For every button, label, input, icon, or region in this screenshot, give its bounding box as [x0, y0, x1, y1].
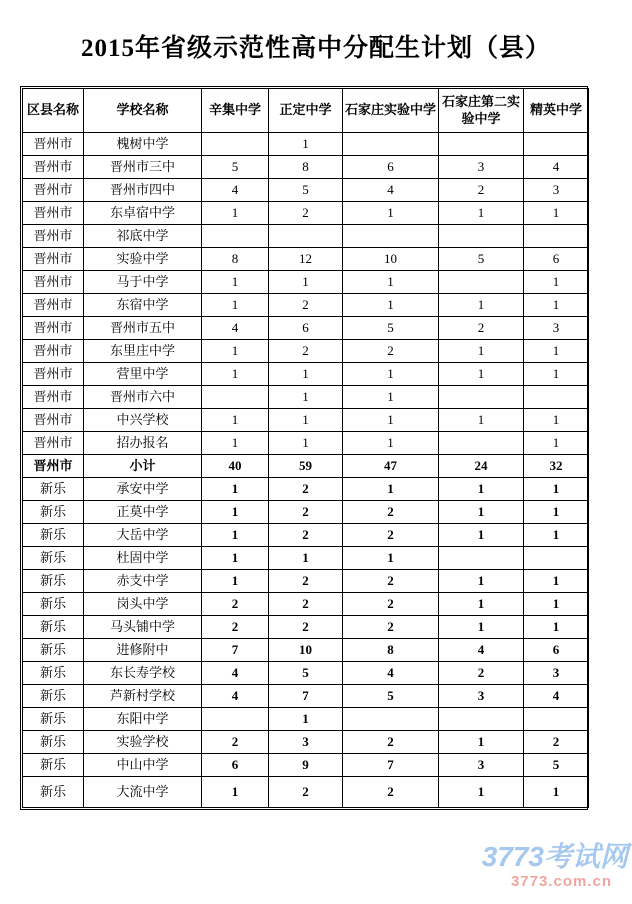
value-cell: 1	[269, 363, 343, 386]
district-cell: 晋州市	[23, 363, 84, 386]
value-cell: 1	[439, 363, 524, 386]
table-row	[23, 202, 589, 225]
school-cell: 东阳中学	[84, 708, 202, 731]
value-cell: 2	[343, 501, 439, 524]
col-header-school: 学校名称	[84, 89, 202, 133]
value-cell: 4	[202, 685, 269, 708]
table-row	[23, 363, 589, 386]
district-cell: 新乐	[23, 708, 84, 731]
value-cell: 7	[202, 639, 269, 662]
value-cell: 4	[202, 662, 269, 685]
district-cell: 晋州市	[23, 409, 84, 432]
table-row	[23, 455, 589, 478]
value-cell: 1	[439, 294, 524, 317]
school-cell: 槐树中学	[84, 133, 202, 156]
value-cell: 6	[524, 639, 589, 662]
value-cell: 8	[343, 639, 439, 662]
value-cell: 1	[524, 501, 589, 524]
col-header-sjz-shiyan: 石家庄实验中学	[343, 89, 439, 133]
table-row	[23, 593, 589, 616]
value-cell: 2	[269, 478, 343, 501]
value-cell: 1	[439, 202, 524, 225]
value-cell: 3	[439, 685, 524, 708]
value-cell: 5	[269, 179, 343, 202]
table-row	[23, 501, 589, 524]
value-cell: 3	[439, 754, 524, 777]
value-cell: 1	[343, 547, 439, 570]
district-cell: 晋州市	[23, 202, 84, 225]
value-cell	[439, 225, 524, 248]
school-cell: 中兴学校	[84, 409, 202, 432]
value-cell: 59	[269, 455, 343, 478]
value-cell	[524, 386, 589, 409]
value-cell: 5	[524, 754, 589, 777]
district-cell: 晋州市	[23, 156, 84, 179]
school-cell: 赤支中学	[84, 570, 202, 593]
value-cell: 5	[439, 248, 524, 271]
value-cell	[439, 386, 524, 409]
school-cell: 大流中学	[84, 777, 202, 808]
value-cell: 1	[524, 294, 589, 317]
value-cell: 4	[343, 662, 439, 685]
value-cell: 4	[524, 685, 589, 708]
value-cell: 2	[269, 616, 343, 639]
value-cell: 2	[269, 340, 343, 363]
value-cell: 2	[439, 317, 524, 340]
value-cell: 1	[439, 478, 524, 501]
col-header-district: 区县名称	[23, 89, 84, 133]
value-cell	[524, 225, 589, 248]
value-cell: 2	[269, 294, 343, 317]
district-cell: 新乐	[23, 478, 84, 501]
value-cell: 3	[269, 731, 343, 754]
value-cell: 4	[524, 156, 589, 179]
table-row	[23, 179, 589, 202]
value-cell: 3	[439, 156, 524, 179]
table-row	[23, 524, 589, 547]
value-cell: 1	[202, 777, 269, 808]
table-header-row	[23, 89, 589, 133]
value-cell: 1	[343, 432, 439, 455]
value-cell: 3	[524, 317, 589, 340]
value-cell: 1	[343, 294, 439, 317]
value-cell: 40	[202, 455, 269, 478]
col-header-xinji: 辛集中学	[202, 89, 269, 133]
allocation-table-grid	[22, 88, 589, 808]
value-cell: 1	[524, 271, 589, 294]
school-cell: 晋州市五中	[84, 317, 202, 340]
value-cell: 5	[269, 662, 343, 685]
value-cell: 1	[202, 271, 269, 294]
district-cell: 新乐	[23, 685, 84, 708]
value-cell: 7	[269, 685, 343, 708]
value-cell: 1	[202, 547, 269, 570]
value-cell	[439, 133, 524, 156]
district-cell: 晋州市	[23, 133, 84, 156]
school-cell: 正莫中学	[84, 501, 202, 524]
table-row	[23, 639, 589, 662]
watermark-site-name: 3773考试网	[481, 841, 628, 872]
district-cell: 晋州市	[23, 248, 84, 271]
table-row	[23, 754, 589, 777]
school-cell: 进修附中	[84, 639, 202, 662]
value-cell: 4	[343, 179, 439, 202]
value-cell: 7	[343, 754, 439, 777]
value-cell	[202, 225, 269, 248]
district-cell: 晋州市	[23, 386, 84, 409]
district-cell: 新乐	[23, 777, 84, 808]
value-cell: 2	[439, 179, 524, 202]
district-cell: 新乐	[23, 547, 84, 570]
table-row	[23, 317, 589, 340]
value-cell: 8	[202, 248, 269, 271]
value-cell: 1	[439, 593, 524, 616]
school-cell: 晋州市六中	[84, 386, 202, 409]
value-cell: 2	[439, 662, 524, 685]
value-cell: 2	[269, 777, 343, 808]
value-cell: 8	[269, 156, 343, 179]
school-cell: 营里中学	[84, 363, 202, 386]
value-cell: 1	[524, 524, 589, 547]
value-cell: 1	[202, 501, 269, 524]
value-cell: 2	[524, 731, 589, 754]
value-cell: 1	[269, 708, 343, 731]
value-cell: 1	[524, 570, 589, 593]
district-cell: 新乐	[23, 731, 84, 754]
value-cell	[439, 432, 524, 455]
table-row	[23, 570, 589, 593]
district-cell: 晋州市	[23, 340, 84, 363]
school-cell: 小计	[84, 455, 202, 478]
value-cell: 1	[269, 432, 343, 455]
value-cell: 2	[269, 202, 343, 225]
school-cell: 实验学校	[84, 731, 202, 754]
value-cell: 1	[269, 547, 343, 570]
value-cell: 1	[343, 386, 439, 409]
value-cell	[524, 133, 589, 156]
value-cell: 2	[343, 524, 439, 547]
value-cell: 2	[202, 593, 269, 616]
value-cell: 1	[202, 570, 269, 593]
value-cell: 1	[202, 363, 269, 386]
district-cell: 新乐	[23, 754, 84, 777]
school-cell: 中山中学	[84, 754, 202, 777]
district-cell: 新乐	[23, 616, 84, 639]
value-cell: 1	[202, 409, 269, 432]
watermark-site-url: 3773.com.cn	[510, 873, 612, 890]
value-cell: 1	[343, 271, 439, 294]
value-cell: 5	[202, 156, 269, 179]
watermark	[328, 843, 628, 889]
value-cell: 3	[524, 179, 589, 202]
value-cell: 1	[269, 271, 343, 294]
value-cell: 2	[202, 731, 269, 754]
value-cell: 1	[439, 570, 524, 593]
district-cell: 新乐	[23, 501, 84, 524]
district-cell: 新乐	[23, 593, 84, 616]
value-cell	[439, 708, 524, 731]
school-cell: 大岳中学	[84, 524, 202, 547]
value-cell: 1	[439, 616, 524, 639]
value-cell: 10	[343, 248, 439, 271]
value-cell: 2	[269, 570, 343, 593]
value-cell: 6	[202, 754, 269, 777]
value-cell	[269, 225, 343, 248]
district-cell: 晋州市	[23, 317, 84, 340]
table-row	[23, 409, 589, 432]
value-cell: 1	[439, 524, 524, 547]
table-row	[23, 225, 589, 248]
value-cell: 2	[343, 777, 439, 808]
value-cell: 1	[524, 409, 589, 432]
value-cell: 2	[343, 340, 439, 363]
school-cell: 晋州市三中	[84, 156, 202, 179]
table-row	[23, 133, 589, 156]
value-cell	[202, 133, 269, 156]
value-cell: 1	[202, 294, 269, 317]
table-row	[23, 731, 589, 754]
allocation-table	[20, 86, 588, 810]
school-cell: 岗头中学	[84, 593, 202, 616]
table-row	[23, 340, 589, 363]
value-cell: 4	[202, 317, 269, 340]
value-cell: 1	[202, 432, 269, 455]
value-cell: 2	[269, 524, 343, 547]
value-cell: 9	[269, 754, 343, 777]
school-cell: 实验中学	[84, 248, 202, 271]
value-cell	[524, 547, 589, 570]
page-title: 2015年省级示范性高中分配生计划（县）	[80, 35, 551, 62]
table-row	[23, 248, 589, 271]
table-row	[23, 708, 589, 731]
value-cell: 12	[269, 248, 343, 271]
school-cell: 晋州市四中	[84, 179, 202, 202]
value-cell	[202, 708, 269, 731]
value-cell: 1	[269, 133, 343, 156]
school-cell: 杜固中学	[84, 547, 202, 570]
school-cell: 祁底中学	[84, 225, 202, 248]
school-cell: 承安中学	[84, 478, 202, 501]
district-cell: 新乐	[23, 662, 84, 685]
value-cell	[343, 133, 439, 156]
district-cell: 晋州市	[23, 432, 84, 455]
district-cell: 新乐	[23, 639, 84, 662]
table-row	[23, 478, 589, 501]
school-cell: 马头铺中学	[84, 616, 202, 639]
value-cell: 1	[343, 478, 439, 501]
value-cell: 2	[343, 731, 439, 754]
table-row	[23, 777, 589, 808]
value-cell: 3	[524, 662, 589, 685]
value-cell: 2	[343, 616, 439, 639]
district-cell: 晋州市	[23, 294, 84, 317]
value-cell: 1	[202, 202, 269, 225]
district-cell: 晋州市	[23, 455, 84, 478]
school-cell: 招办报名	[84, 432, 202, 455]
value-cell: 1	[343, 363, 439, 386]
value-cell: 1	[524, 616, 589, 639]
value-cell: 1	[524, 593, 589, 616]
value-cell: 6	[524, 248, 589, 271]
school-cell: 东宿中学	[84, 294, 202, 317]
value-cell	[524, 708, 589, 731]
school-cell: 东里庄中学	[84, 340, 202, 363]
value-cell: 1	[269, 386, 343, 409]
school-cell: 东长寿学校	[84, 662, 202, 685]
school-cell: 东卓宿中学	[84, 202, 202, 225]
value-cell: 2	[343, 593, 439, 616]
table-row	[23, 386, 589, 409]
value-cell	[202, 386, 269, 409]
table-row	[23, 547, 589, 570]
value-cell: 1	[524, 432, 589, 455]
table-row	[23, 294, 589, 317]
value-cell: 1	[439, 409, 524, 432]
school-cell: 芦新村学校	[84, 685, 202, 708]
district-cell: 晋州市	[23, 225, 84, 248]
value-cell: 1	[524, 777, 589, 808]
table-row	[23, 156, 589, 179]
value-cell	[343, 708, 439, 731]
value-cell: 5	[343, 685, 439, 708]
value-cell: 1	[202, 478, 269, 501]
value-cell: 6	[269, 317, 343, 340]
col-header-zhengding: 正定中学	[269, 89, 343, 133]
table-row	[23, 432, 589, 455]
value-cell: 47	[343, 455, 439, 478]
value-cell: 2	[269, 593, 343, 616]
value-cell: 1	[524, 202, 589, 225]
value-cell: 6	[343, 156, 439, 179]
value-cell: 4	[202, 179, 269, 202]
table-body	[23, 133, 589, 808]
district-cell: 新乐	[23, 570, 84, 593]
value-cell: 1	[269, 409, 343, 432]
value-cell: 1	[439, 777, 524, 808]
value-cell: 2	[343, 570, 439, 593]
district-cell: 晋州市	[23, 179, 84, 202]
value-cell: 1	[343, 202, 439, 225]
value-cell: 24	[439, 455, 524, 478]
value-cell	[439, 547, 524, 570]
value-cell: 1	[439, 501, 524, 524]
district-cell: 晋州市	[23, 271, 84, 294]
col-header-jingying: 精英中学	[524, 89, 589, 133]
value-cell: 32	[524, 455, 589, 478]
value-cell: 2	[202, 616, 269, 639]
district-cell: 新乐	[23, 524, 84, 547]
table-row	[23, 685, 589, 708]
school-cell: 马于中学	[84, 271, 202, 294]
value-cell	[439, 271, 524, 294]
value-cell: 1	[439, 731, 524, 754]
value-cell	[343, 225, 439, 248]
value-cell: 10	[269, 639, 343, 662]
table-row	[23, 616, 589, 639]
value-cell: 1	[524, 363, 589, 386]
value-cell: 1	[524, 478, 589, 501]
col-header-sjz-no2-shiyan: 石家庄第二实验中学	[439, 89, 524, 133]
value-cell: 5	[343, 317, 439, 340]
value-cell: 2	[269, 501, 343, 524]
value-cell: 1	[524, 340, 589, 363]
table-row	[23, 662, 589, 685]
value-cell: 1	[202, 340, 269, 363]
table-row	[23, 271, 589, 294]
value-cell: 1	[202, 524, 269, 547]
value-cell: 1	[343, 409, 439, 432]
value-cell: 4	[439, 639, 524, 662]
value-cell: 1	[439, 340, 524, 363]
